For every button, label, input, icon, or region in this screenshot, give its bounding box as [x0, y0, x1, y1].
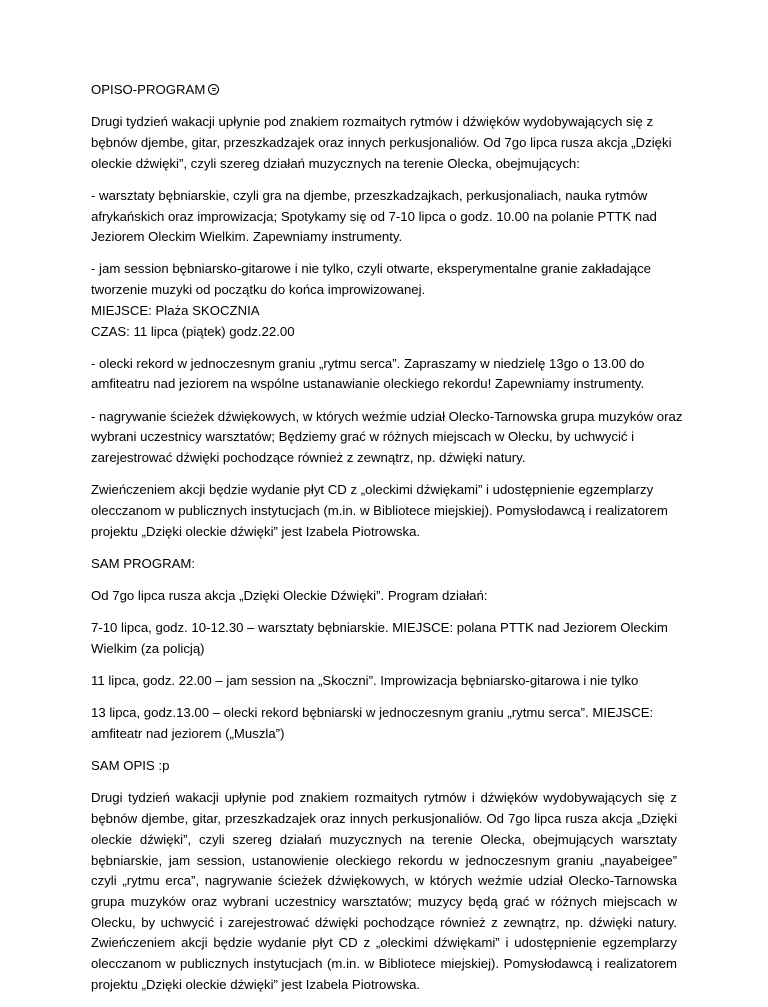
document-page [91, 80, 683, 1007]
text-line: CZAS: 11 lipca (piątek) godz.22.00 [91, 323, 295, 339]
text-line: - jam session bębniarsko-gitarowe i nie tylko, czyli otwarte, eksperymentalne granie zakładające [91, 261, 651, 277]
text-line: Jeziorem Oleckim Wielkim. Zapewniamy instrumenty. [91, 229, 403, 245]
document-title [91, 80, 677, 101]
text-line: projektu „Dzięki oleckie dźwięki” jest Izabela Piotrowska. [91, 523, 421, 539]
record-item [91, 354, 677, 395]
program-item-record [91, 703, 677, 744]
text-line: 11 lipca, godz. 22.00 – jam session na „Skoczni”. Improwizacja bębniarsko-gitarowa i nie tylko [91, 673, 639, 689]
text-line: tworzenie muzyki od początku do końca improwizowanej. [91, 282, 426, 298]
recording-item [91, 407, 683, 469]
text-line: olecczanom w publicznych instytucjach (m.in. w Bibliotece miejskiej). Pomysłodawcą i realizatorem [91, 502, 668, 518]
jam-session-item [91, 259, 677, 342]
opis-heading [91, 756, 677, 777]
text-line: - olecki rekord w jednoczesnym graniu „rytmu serca”. Zapraszamy w niedzielę 13go o 13.00 do [91, 355, 645, 371]
text-line: Zwieńczeniem akcji będzie wydanie płyt CD z „oleckimi dźwiękami” i udostępnienie egzemplarzy [91, 482, 654, 498]
program-item-jam-session [91, 671, 677, 692]
workshop-item [91, 186, 677, 248]
text-line: afrykańskich oraz improwizacja; Spotykamy się od 7-10 lipca o godz. 10.00 na polanie PTTK nad [91, 208, 657, 224]
text-line: zarejestrować dźwięki pochodzące również z zewnątrz, np. dźwięki natury. [91, 450, 526, 466]
closing-paragraph [91, 480, 677, 542]
text-line: - warsztaty bębniarskie, czyli gra na djembe, przeszkadzajkach, perkusjonaliach, nauka rytmów [91, 187, 648, 203]
title-text: OPISO-PROGRAM [91, 82, 206, 97]
program-item-workshops [91, 618, 677, 659]
text-line: Od 7go lipca rusza akcja „Dzięki Oleckie Dźwięki”. Program działań: [91, 588, 488, 604]
text-line: wybrani uczestnicy warsztatów; Będziemy grać w różnych miejscach w Olecku, by uchwycić i [91, 429, 635, 445]
text-line: amfiteatr nad jeziorem („Muszla”) [91, 726, 285, 742]
intro-paragraph [91, 112, 677, 174]
smiley-face-icon [208, 84, 219, 95]
text-line: SAM PROGRAM: [91, 555, 196, 571]
text-line: - nagrywanie ścieżek dźwiękowych, w których weźmie udział Olecko-Tarnowska grupa muzyków oraz [91, 408, 683, 424]
text-line: Wielkim (za policją) [91, 640, 205, 656]
text-line: MIEJSCE: Plaża SKOCZNIA [91, 302, 260, 318]
text-line: oleckie dźwięki”, czyli szereg działań muzycznych na terenie Olecka, obejmujących: [91, 155, 580, 171]
text-line: Drugi tydzień wakacji upłynie pod znakiem rozmaitych rytmów i dźwięków wydobywających się z [91, 114, 654, 130]
text-line: 7-10 lipca, godz. 10-12.30 – warsztaty bębniarskie. MIEJSCE: polana PTTK nad Jeziorem Oleckim [91, 620, 668, 636]
text-line: amfiteatru nad jeziorem na wspólne ustanawianie oleckiego rekordu! Zapewniamy instrumenty. [91, 376, 645, 392]
opis-paragraph: Drugi tydzień wakacji upłynie pod znakiem rozmaitych rytmów i dźwięków wydobywających się z bębnów djembe, gitar, przeszkadzajek oraz innych perkusjonaliów. Od 7go lipca rusza akcja „Dzięki oleckie dźwięki”, czyli szereg działań muzycznych na terenie Olecka, obejmujących warsztaty bębniarskie, jam session, ustanowienie oleckiego rekordu w jednoczesnym graniu „nayabeigee” czyli „rytmu erca”, nagrywanie ścieżek dźwiękowych, w których weźmie udział Olecko-Tarnowska grupa muzyków oraz wybrani uczestnicy warsztatów; muzycy będą grać w różnych miejscach w Olecku, by uchwycić i zarejestrować dźwięki pochodzące również z zewnątrz, np. dźwięki natury. Zwieńczeniem akcji będzie wydanie płyt CD z „oleckimi dźwiękami” i udostępnienie egzemplarzy olecczanom w publicznych instytucjach (m.in. w Bibliotece miejskiej). Pomysłodawcą i realizatorem projektu „Dzięki oleckie dźwięki” jest Izabela Piotrowska. [91, 790, 677, 992]
program-intro [91, 586, 677, 607]
text-line: SAM OPIS :p [91, 758, 170, 774]
text-line: 13 lipca, godz.13.00 – olecki rekord bębniarski w jednoczesnym graniu „rytmu serca”. MIEJSCE: [91, 705, 654, 721]
program-heading [91, 554, 677, 575]
text-line: bębnów djembe, gitar, przeszkadzajek oraz innych perkusjonaliów. Od 7go lipca rusza akcja „Dzięki [91, 134, 672, 150]
